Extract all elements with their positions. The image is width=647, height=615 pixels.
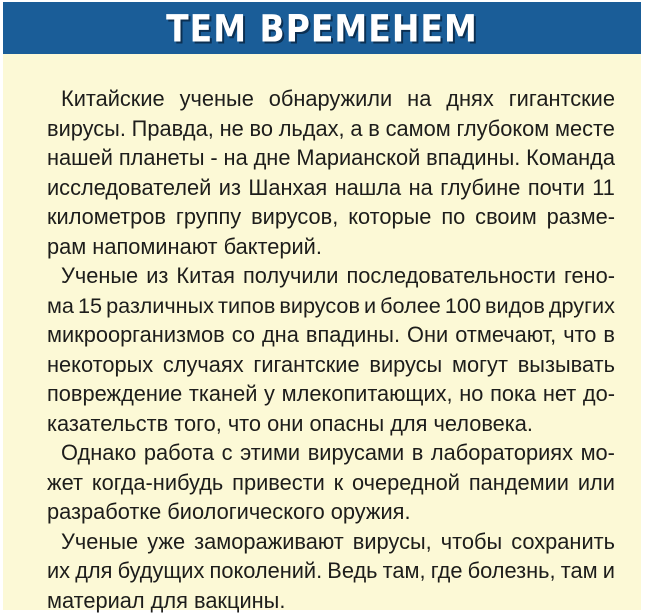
text-line: вирусы. Правда, не во льдах, а в самом глубоком месте [47,115,615,141]
header-title: ТЕМ ВРЕМЕНЕМ [166,6,478,50]
text-line: исследователей из Шанхая нашла на глубине почти 11 [47,174,615,200]
text-line: жет когда-нибудь привести к очередной пандемии или [47,469,615,495]
article-body [47,84,615,615]
text-line: Однако работа с этими вирусами в лабораториях мо- [61,440,615,465]
article-paragraph [47,438,615,527]
text-line: Китайские ученые обнаружили на днях гигантские [61,86,615,111]
text-line: нашей планеты - на дне Марианской впадины. Команда [47,145,615,170]
header-banner [3,2,641,54]
text-line: микроорганизмов со дна впадины. Они отмечают, что в [47,322,615,347]
text-line: рам напоминают бактерий. [47,233,322,259]
text-line: Ученые из Китая получили последовательности гено- [61,263,615,288]
article-paragraph [47,261,615,438]
article-paragraph [47,527,615,615]
text-line: километров группу вирусов, которые по своим разме- [47,204,615,229]
text-line: материал для вакцины. [47,587,286,613]
text-line: казательств того, что они опасны для человека. [47,410,533,436]
text-line: некоторых случаях гигантские вирусы могут вызывать [47,351,615,377]
news-card [3,2,641,613]
text-line: разработке биологического оружия. [47,499,411,524]
text-line: их для будущих поколений. Ведь там, где болезнь, там и [47,558,615,583]
article-paragraph [47,84,615,261]
text-line: повреждение тканей у млекопитающих, но пока нет до- [47,381,615,406]
text-line: Ученые уже замораживают вирусы, чтобы сохранить [61,528,615,554]
text-line: ма 15 различных типов вирусов и более 100 видов других [47,292,615,318]
